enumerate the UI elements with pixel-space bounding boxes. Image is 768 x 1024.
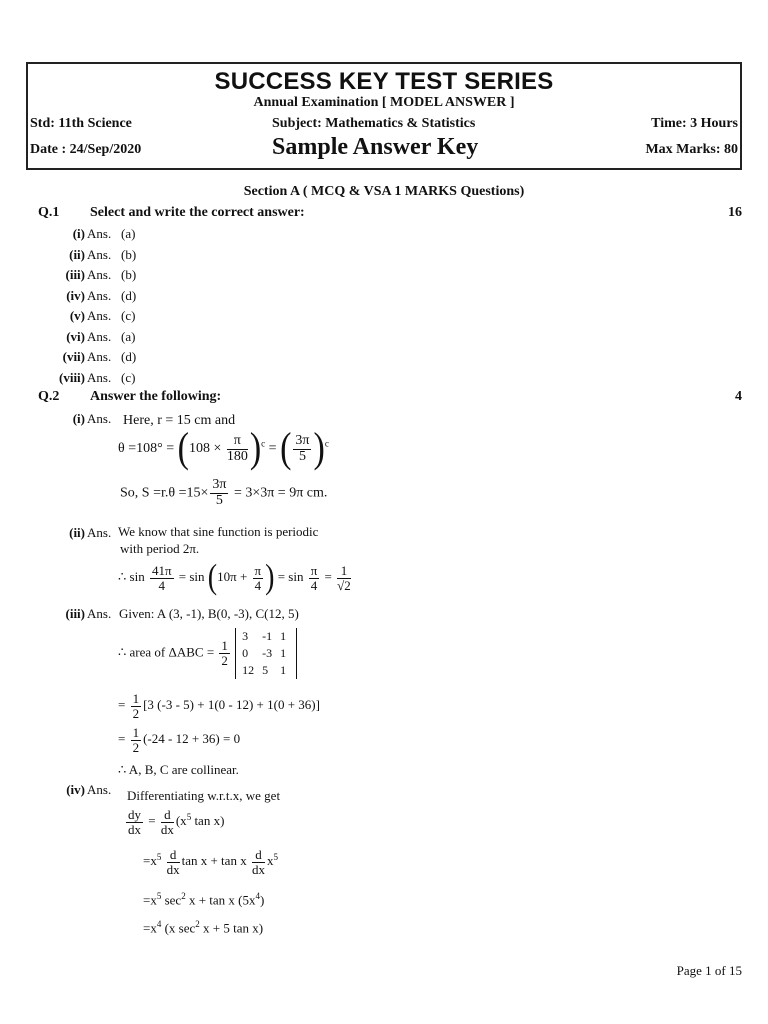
q1-answer-roman: (iii) bbox=[65, 267, 85, 282]
q2-iii-step1: = $\frac{1}{2}$ [3 (-3 - 5) + 1(0 - 12) + 1(0 + 36)] bbox=[118, 691, 320, 721]
document-title: SUCCESS KEY TEST SERIES bbox=[214, 68, 554, 95]
std-label: Std: 11th Science bbox=[30, 116, 132, 131]
det-cell: 1 bbox=[280, 629, 287, 643]
q2-ii-roman: (ii) bbox=[69, 525, 85, 540]
q2-ii-ans-label: Ans. bbox=[87, 525, 112, 540]
q1-answer-label: Ans. bbox=[87, 328, 112, 344]
theta-lhs: θ =108° = bbox=[118, 441, 175, 457]
q1-answer-label: Ans. bbox=[87, 287, 112, 303]
q2-ii-line1: We know that sine function is periodic bbox=[118, 524, 319, 539]
q1-answer-label: Ans. bbox=[87, 226, 112, 241]
det-cell: 5 bbox=[262, 663, 269, 677]
q2-iii-roman: (iii) bbox=[65, 606, 85, 621]
det-cell: -3 bbox=[262, 646, 273, 660]
q2-iii-conclusion: ∴ A, B, C are collinear. bbox=[118, 762, 239, 777]
q2-iv-roman: (iv) bbox=[66, 782, 85, 797]
q1-prompt: Select and write the correct answer: bbox=[90, 205, 305, 220]
q2-iii-ans-label: Ans. bbox=[87, 606, 112, 621]
q1-answer-value: (c) bbox=[121, 369, 136, 385]
det-cell: 1 bbox=[280, 646, 287, 660]
det-row bbox=[240, 628, 292, 645]
determinant bbox=[235, 628, 297, 679]
q1-answer-roman: (viii) bbox=[59, 369, 85, 385]
q2-iv-step4: $=x^4$ (x $\sec^2 x + 5$ tan x) bbox=[143, 919, 264, 936]
q2-number: Q.2 bbox=[38, 389, 60, 404]
q2-iv-step1: $\frac{dy}{dx}$ = $\frac{d}{dx}$ ($x^5$ tan x) bbox=[128, 807, 225, 837]
q2-iv-line1: Differentiating w.r.t.x, we get bbox=[127, 788, 281, 803]
q1-answer-roman: (vii) bbox=[62, 349, 85, 364]
q1-answer-value: (b) bbox=[121, 267, 137, 282]
q2-i-roman: (i) bbox=[72, 411, 85, 426]
q1-answer-value: (c) bbox=[121, 308, 136, 323]
q2-i-line1: Here, r = 15 cm and bbox=[123, 413, 236, 428]
deg-108: 108 × bbox=[188, 441, 222, 457]
q1-answer-label: Ans. bbox=[87, 369, 112, 385]
exam-subtitle: Annual Examination [ MODEL ANSWER ] bbox=[253, 95, 515, 110]
page-number: Page 1 of 15 bbox=[676, 963, 742, 978]
q2-ii-math: ∴ sin $\frac{41\pi}{4}$ = sin (10π + $\frac{\pi}{4}$ ) = sin $\frac{\pi}{4}$ = $\frac{1}{√2}$ bbox=[118, 558, 351, 597]
det-row bbox=[240, 662, 292, 679]
q2-iv-ans-label: Ans. bbox=[87, 782, 112, 797]
det-cell: 1 bbox=[280, 663, 287, 677]
q1-answer-value: (d) bbox=[121, 349, 137, 364]
q1-answer-value: (b) bbox=[121, 246, 137, 262]
q2-ii-line2: with period 2π. bbox=[120, 541, 200, 556]
q1-answer-roman: (iv) bbox=[66, 287, 85, 303]
pi-over-180: $\frac{\pi}{180}$ bbox=[226, 432, 248, 464]
three-pi-over-5: $\frac{3\pi}{5}$ bbox=[295, 432, 310, 464]
close-paren: ) bbox=[249, 425, 262, 472]
q1-number: Q.1 bbox=[38, 205, 60, 220]
q2-marks: 4 bbox=[735, 389, 742, 404]
q2-iv-step2: $=x^5$ $\frac{d}{dx}$ tan x + tan x $\frac{d}{dx}$ $x^5$ bbox=[143, 847, 278, 877]
three-pi-over-5-b: $\frac{3\pi}{5}$ bbox=[212, 477, 227, 508]
q2-i-theta-line: θ =108° = (108 × $\frac{\pi}{180}$ )$^c$ = ( $\frac{3\pi}{5}$ )$^c$ bbox=[118, 425, 329, 472]
section-heading: Section A ( MCQ & VSA 1 MARKS Questions) bbox=[243, 184, 525, 199]
time-label: Time: 3 Hours bbox=[651, 116, 738, 131]
det-cell: 12 bbox=[242, 663, 255, 677]
q2-iv-step3: $=x^5$ $\sec^2 x + \tan x$ $(5x^4)$ bbox=[143, 891, 265, 908]
det-row bbox=[240, 645, 292, 662]
q2-i-s-line: So, S =r.θ =15× $\frac{3\pi}{5}$ = 3×3π = 9π cm. bbox=[120, 477, 328, 508]
q2-prompt: Answer the following: bbox=[90, 389, 222, 404]
q1-answer-value: (d) bbox=[121, 287, 137, 303]
q1-answer-label: Ans. bbox=[87, 308, 112, 323]
date-label: Date : 24/Sep/2020 bbox=[30, 142, 142, 157]
q1-marks: 16 bbox=[728, 205, 742, 220]
q2-iii-step2: = $\frac{1}{2}$ (-24 - 12 + 36) = 0 bbox=[118, 725, 241, 755]
sup-c: c bbox=[261, 438, 266, 449]
q1-answer-roman: (vi) bbox=[66, 328, 85, 344]
det-cell: 0 bbox=[242, 646, 249, 660]
q2-i-ans-label: Ans. bbox=[87, 411, 112, 426]
q2-iii-given: Given: A (3, -1), B(0, -3), C(12, 5) bbox=[119, 606, 299, 621]
max-marks-label: Max Marks: 80 bbox=[645, 142, 738, 157]
q1-answer-roman: (v) bbox=[69, 308, 85, 323]
det-cell: 3 bbox=[242, 629, 249, 643]
q1-answer-roman: (i) bbox=[72, 226, 85, 241]
answer-key-title: Sample Answer Key bbox=[272, 134, 479, 160]
q1-answer-roman: (ii) bbox=[69, 246, 85, 262]
q1-answer-value: (a) bbox=[121, 226, 136, 241]
header-box bbox=[26, 62, 742, 170]
q1-answer-label: Ans. bbox=[87, 267, 112, 282]
det-cell: -1 bbox=[262, 629, 273, 643]
q2-iii-area: ∴ area of ΔABC = $\frac{1}{2}$ 3 -1 1 0 -3 1 12 5 1 bbox=[118, 628, 297, 679]
q1-answer-label: Ans. bbox=[87, 246, 112, 262]
subject-label: Subject: Mathematics & Statistics bbox=[272, 116, 476, 131]
q1-answer-label: Ans. bbox=[87, 349, 112, 364]
q1-answer-value: (a) bbox=[121, 328, 136, 344]
open-paren: ( bbox=[177, 425, 189, 472]
